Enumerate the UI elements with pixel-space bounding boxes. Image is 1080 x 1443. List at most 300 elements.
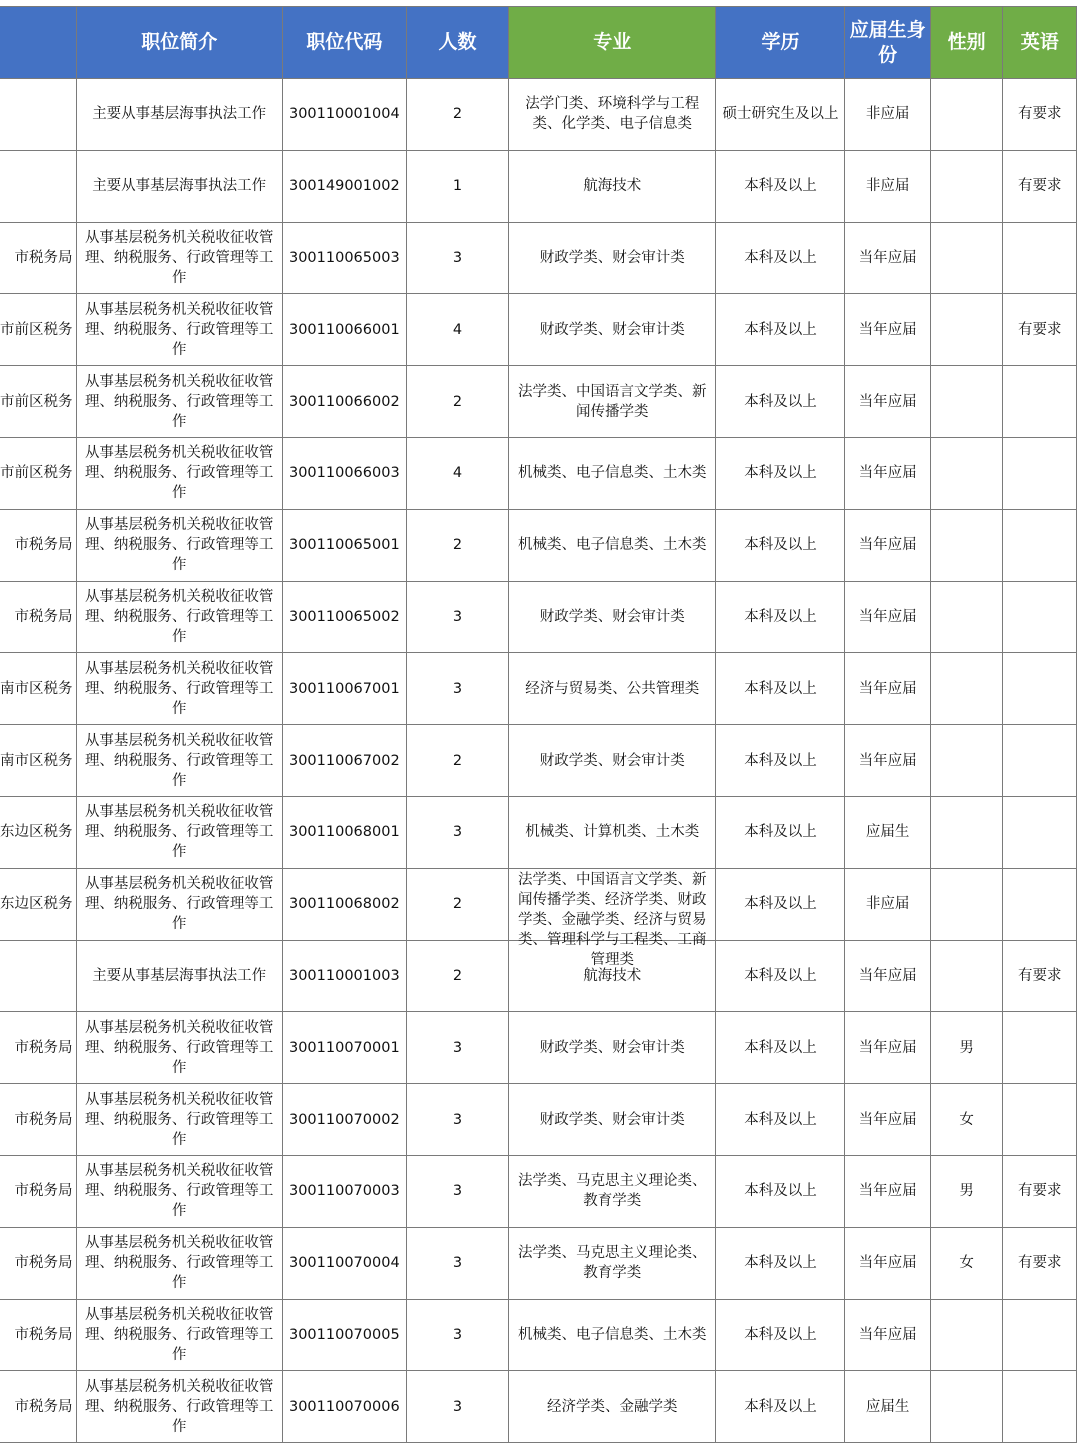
gender-cell-text: 女 <box>959 1255 974 1272</box>
major-cell-text: 法学类、中国语言文学类、新闻传播学类 <box>518 383 707 420</box>
education-cell <box>716 366 845 438</box>
intro-cell <box>76 940 282 1012</box>
major-cell <box>509 1012 716 1084</box>
table-row <box>0 1299 1077 1371</box>
intro-cell-text: 从事基层税务机关税收征收管理、纳税服务、行政管理等工作 <box>84 1091 274 1148</box>
count-cell <box>406 796 508 868</box>
intro-cell <box>76 79 282 151</box>
graduate-status-cell-text: 非应届 <box>865 106 910 123</box>
unit-cell-text: 市税务局 <box>14 1398 73 1415</box>
intro-cell-text: 从事基层税务机关税收征收管理、纳税服务、行政管理等工作 <box>84 1019 274 1076</box>
major-cell-text: 法学类、马克思主义理论类、教育学类 <box>518 1245 707 1282</box>
graduate-status-cell <box>845 437 930 509</box>
english-cell <box>1003 437 1077 509</box>
graduate-status-cell <box>845 796 930 868</box>
intro-cell-text: 从事基层税务机关税收征收管理、纳税服务、行政管理等工作 <box>84 732 274 789</box>
education-cell <box>716 1012 845 1084</box>
intro-cell-text: 从事基层税务机关税收征收管理、纳税服务、行政管理等工作 <box>84 876 274 933</box>
gender-cell <box>930 1012 1003 1084</box>
count-cell <box>406 653 508 725</box>
english-cell <box>1003 1012 1077 1084</box>
unit-cell <box>0 437 76 509</box>
major-cell-text: 经济学类、金融学类 <box>547 1398 678 1415</box>
unit-cell <box>0 1371 76 1443</box>
header-count: 人数 <box>406 7 508 79</box>
major-cell-text: 机械类、电子信息类、土木类 <box>518 537 707 554</box>
code-cell <box>282 1371 406 1443</box>
english-cell <box>1003 1155 1077 1227</box>
education-cell <box>716 294 845 366</box>
intro-cell <box>76 796 282 868</box>
header-education: 学历 <box>716 7 845 79</box>
gender-cell <box>930 294 1003 366</box>
english-cell <box>1003 940 1077 1012</box>
header-major: 专业 <box>509 7 716 79</box>
unit-cell-text: 东边区税务 <box>0 896 73 913</box>
education-cell <box>716 509 845 581</box>
major-cell-text: 财政学类、财会审计类 <box>539 249 685 266</box>
education-cell-text: 本科及以上 <box>744 1111 817 1128</box>
education-cell-text: 本科及以上 <box>744 393 817 410</box>
education-cell-text: 本科及以上 <box>744 608 817 625</box>
count-cell <box>406 725 508 797</box>
code-cell <box>282 1155 406 1227</box>
table-row <box>0 1155 1077 1227</box>
graduate-status-cell-text: 当年应届 <box>858 1039 917 1056</box>
count-cell-text: 3 <box>452 1326 463 1343</box>
unit-cell <box>0 222 76 294</box>
english-cell-text: 有要求 <box>1017 178 1062 195</box>
code-cell-text: 300110070004 <box>288 1255 400 1272</box>
english-cell-text: 有要求 <box>1017 1183 1062 1200</box>
header-unit <box>0 7 76 79</box>
count-cell <box>406 437 508 509</box>
table-row <box>0 1371 1077 1443</box>
count-cell <box>406 294 508 366</box>
count-cell <box>406 1299 508 1371</box>
table-row <box>0 437 1077 509</box>
table-row <box>0 509 1077 581</box>
count-cell <box>406 868 508 940</box>
table-body <box>0 79 1077 1443</box>
education-cell <box>716 437 845 509</box>
table-row <box>0 222 1077 294</box>
graduate-status-cell-text: 当年应届 <box>858 1183 917 1200</box>
code-cell <box>282 1084 406 1156</box>
education-cell-text: 本科及以上 <box>744 1039 817 1056</box>
unit-cell-text: 市税务局 <box>14 1255 73 1272</box>
code-cell <box>282 1299 406 1371</box>
table-row <box>0 150 1077 222</box>
education-cell <box>716 868 845 940</box>
gender-cell-text: 女 <box>959 1111 974 1128</box>
count-cell-text: 2 <box>452 752 463 769</box>
code-cell <box>282 1012 406 1084</box>
english-cell <box>1003 725 1077 797</box>
code-cell <box>282 796 406 868</box>
unit-cell <box>0 509 76 581</box>
header-gender: 性别 <box>930 7 1003 79</box>
major-cell-text: 财政学类、财会审计类 <box>539 321 685 338</box>
table-row <box>0 1084 1077 1156</box>
education-cell-text: 本科及以上 <box>744 896 817 913</box>
unit-cell <box>0 79 76 151</box>
code-cell-text: 300110068002 <box>288 896 400 913</box>
count-cell <box>406 1012 508 1084</box>
english-cell-text: 有要求 <box>1017 967 1062 984</box>
header-english: 英语 <box>1003 7 1077 79</box>
unit-cell-text: 南市区税务 <box>0 752 73 769</box>
intro-cell <box>76 581 282 653</box>
count-cell-text: 3 <box>452 1039 463 1056</box>
graduate-status-cell <box>845 725 930 797</box>
education-cell-text: 本科及以上 <box>744 178 817 195</box>
intro-cell-text: 从事基层税务机关税收征收管理、纳税服务、行政管理等工作 <box>84 373 274 430</box>
intro-cell-text: 从事基层税务机关税收征收管理、纳税服务、行政管理等工作 <box>84 804 274 861</box>
intro-cell <box>76 653 282 725</box>
intro-cell <box>76 1012 282 1084</box>
count-cell-text: 3 <box>452 608 463 625</box>
gender-cell <box>930 868 1003 940</box>
code-cell <box>282 581 406 653</box>
count-cell-text: 3 <box>452 1398 463 1415</box>
graduate-status-cell-text: 当年应届 <box>858 1326 917 1343</box>
unit-cell <box>0 1084 76 1156</box>
positions-table <box>0 6 1077 1443</box>
unit-cell-text: 南市区税务 <box>0 680 73 697</box>
education-cell <box>716 581 845 653</box>
major-cell <box>509 509 716 581</box>
major-cell <box>509 1084 716 1156</box>
gender-cell <box>930 1155 1003 1227</box>
graduate-status-cell <box>845 940 930 1012</box>
graduate-status-cell <box>845 294 930 366</box>
english-cell <box>1003 1227 1077 1299</box>
graduate-status-cell <box>845 1155 930 1227</box>
unit-cell <box>0 581 76 653</box>
intro-cell-text: 从事基层税务机关税收征收管理、纳税服务、行政管理等工作 <box>84 660 274 717</box>
graduate-status-cell <box>845 366 930 438</box>
intro-cell-text: 主要从事基层海事执法工作 <box>92 967 267 984</box>
intro-cell <box>76 1155 282 1227</box>
count-cell-text: 2 <box>452 106 463 123</box>
count-cell <box>406 1084 508 1156</box>
count-cell-text: 3 <box>452 680 463 697</box>
intro-cell <box>76 1371 282 1443</box>
count-cell-text: 4 <box>452 465 463 482</box>
code-cell-text: 300110067002 <box>288 752 400 769</box>
code-cell <box>282 366 406 438</box>
major-cell <box>509 150 716 222</box>
english-cell <box>1003 509 1077 581</box>
english-cell-text: 有要求 <box>1017 106 1062 123</box>
graduate-status-cell-text: 当年应届 <box>858 752 917 769</box>
education-cell-text: 本科及以上 <box>744 465 817 482</box>
gender-cell <box>930 940 1003 1012</box>
graduate-status-cell-text: 当年应届 <box>858 608 917 625</box>
english-cell <box>1003 653 1077 725</box>
table-row <box>0 1012 1077 1084</box>
table-row <box>0 868 1077 940</box>
unit-cell-text: 市前区税务 <box>0 465 73 482</box>
unit-cell-text: 市税务局 <box>14 608 73 625</box>
count-cell-text: 2 <box>452 896 463 913</box>
graduate-status-cell-text: 当年应届 <box>858 537 917 554</box>
english-cell <box>1003 581 1077 653</box>
count-cell-text: 3 <box>452 249 463 266</box>
gender-cell <box>930 509 1003 581</box>
graduate-status-cell-text: 当年应届 <box>858 1111 917 1128</box>
english-cell-text: 有要求 <box>1017 321 1062 338</box>
count-cell <box>406 150 508 222</box>
education-cell <box>716 150 845 222</box>
gender-cell <box>930 222 1003 294</box>
count-cell <box>406 940 508 1012</box>
graduate-status-cell-text: 当年应届 <box>858 465 917 482</box>
code-cell-text: 300110065003 <box>288 249 400 266</box>
major-cell-text: 法学类、中国语言文学类、新闻传播学类、经济学类、财政学类、金融学类、经济与贸易类、管理科学与工程类、工商管理类 <box>518 872 707 969</box>
english-cell <box>1003 150 1077 222</box>
intro-cell <box>76 150 282 222</box>
code-cell <box>282 653 406 725</box>
gender-cell <box>930 1227 1003 1299</box>
english-cell <box>1003 366 1077 438</box>
intro-cell-text: 从事基层税务机关税收征收管理、纳税服务、行政管理等工作 <box>84 1378 274 1435</box>
count-cell <box>406 79 508 151</box>
intro-cell <box>76 1299 282 1371</box>
code-cell <box>282 437 406 509</box>
gender-cell <box>930 437 1003 509</box>
header-graduate-status: 应届生身份 <box>845 7 930 79</box>
graduate-status-cell-text: 当年应届 <box>858 249 917 266</box>
intro-cell <box>76 725 282 797</box>
major-cell-text: 经济与贸易类、公共管理类 <box>525 680 700 697</box>
code-cell <box>282 1227 406 1299</box>
major-cell <box>509 725 716 797</box>
count-cell <box>406 1155 508 1227</box>
unit-cell <box>0 653 76 725</box>
table-row <box>0 796 1077 868</box>
code-cell <box>282 725 406 797</box>
intro-cell-text: 从事基层税务机关税收征收管理、纳税服务、行政管理等工作 <box>84 301 274 358</box>
intro-cell <box>76 222 282 294</box>
table-row <box>0 653 1077 725</box>
major-cell-text: 财政学类、财会审计类 <box>539 1039 685 1056</box>
major-cell-text: 法学门类、环境科学与工程类、化学类、电子信息类 <box>525 96 700 133</box>
major-cell-text: 财政学类、财会审计类 <box>539 1111 685 1128</box>
header-row <box>0 7 1077 79</box>
table-row <box>0 581 1077 653</box>
education-cell <box>716 796 845 868</box>
english-cell <box>1003 796 1077 868</box>
code-cell-text: 300110068001 <box>288 824 400 841</box>
graduate-status-cell-text: 当年应届 <box>858 321 917 338</box>
major-cell-text: 法学类、马克思主义理论类、教育学类 <box>518 1173 707 1210</box>
graduate-status-cell <box>845 1084 930 1156</box>
major-cell <box>509 437 716 509</box>
intro-cell-text: 从事基层税务机关税收征收管理、纳税服务、行政管理等工作 <box>84 229 274 286</box>
count-cell-text: 2 <box>452 967 463 984</box>
major-cell-text: 财政学类、财会审计类 <box>539 752 685 769</box>
intro-cell-text: 从事基层税务机关税收征收管理、纳税服务、行政管理等工作 <box>84 588 274 645</box>
intro-cell-text: 主要从事基层海事执法工作 <box>92 178 267 195</box>
code-cell-text: 300110066001 <box>288 321 400 338</box>
education-cell <box>716 940 845 1012</box>
count-cell <box>406 1227 508 1299</box>
gender-cell <box>930 150 1003 222</box>
english-cell <box>1003 222 1077 294</box>
major-cell-text: 航海技术 <box>583 967 642 984</box>
code-cell <box>282 222 406 294</box>
intro-cell-text: 从事基层税务机关税收征收管理、纳税服务、行政管理等工作 <box>84 517 274 574</box>
gender-cell <box>930 1084 1003 1156</box>
unit-cell <box>0 1299 76 1371</box>
english-cell <box>1003 1299 1077 1371</box>
major-cell-text: 财政学类、财会审计类 <box>539 608 685 625</box>
education-cell <box>716 1227 845 1299</box>
graduate-status-cell-text: 非应届 <box>865 178 910 195</box>
gender-cell <box>930 796 1003 868</box>
unit-cell <box>0 868 76 940</box>
table-row <box>0 294 1077 366</box>
count-cell-text: 2 <box>452 537 463 554</box>
intro-cell-text: 从事基层税务机关税收征收管理、纳税服务、行政管理等工作 <box>84 1306 274 1363</box>
header-intro: 职位简介 <box>76 7 282 79</box>
count-cell-text: 3 <box>452 1183 463 1200</box>
major-cell-text: 机械类、电子信息类、土木类 <box>518 1326 707 1343</box>
code-cell <box>282 294 406 366</box>
unit-cell-text: 市前区税务 <box>0 393 73 410</box>
graduate-status-cell <box>845 222 930 294</box>
education-cell-text: 本科及以上 <box>744 824 817 841</box>
graduate-status-cell <box>845 1371 930 1443</box>
graduate-status-cell-text: 非应届 <box>865 896 910 913</box>
unit-cell <box>0 725 76 797</box>
unit-cell <box>0 1012 76 1084</box>
code-cell <box>282 79 406 151</box>
intro-cell <box>76 437 282 509</box>
graduate-status-cell <box>845 509 930 581</box>
major-cell <box>509 581 716 653</box>
code-cell-text: 300110001003 <box>288 967 400 984</box>
english-cell <box>1003 294 1077 366</box>
count-cell-text: 3 <box>452 1255 463 1272</box>
intro-cell <box>76 509 282 581</box>
code-cell-text: 300110065001 <box>288 537 400 554</box>
code-cell-text: 300110070005 <box>288 1326 400 1343</box>
education-cell-text: 本科及以上 <box>744 321 817 338</box>
count-cell <box>406 222 508 294</box>
english-cell <box>1003 868 1077 940</box>
graduate-status-cell-text: 当年应届 <box>858 1255 917 1272</box>
education-cell-text: 本科及以上 <box>744 1326 817 1343</box>
count-cell-text: 4 <box>452 321 463 338</box>
intro-cell <box>76 1227 282 1299</box>
code-cell-text: 300149001002 <box>288 178 400 195</box>
major-cell <box>509 796 716 868</box>
graduate-status-cell-text: 当年应届 <box>858 967 917 984</box>
table-row <box>0 79 1077 151</box>
major-cell <box>509 294 716 366</box>
table-row <box>0 940 1077 1012</box>
gender-cell <box>930 1299 1003 1371</box>
count-cell-text: 3 <box>452 824 463 841</box>
major-cell <box>509 366 716 438</box>
unit-cell-text: 市税务局 <box>14 1326 73 1343</box>
unit-cell-text: 市税务局 <box>14 1039 73 1056</box>
gender-cell <box>930 1371 1003 1443</box>
graduate-status-cell <box>845 868 930 940</box>
english-cell <box>1003 1371 1077 1443</box>
major-cell <box>509 1299 716 1371</box>
english-cell-text: 有要求 <box>1017 1255 1062 1272</box>
graduate-status-cell <box>845 79 930 151</box>
code-cell-text: 300110070001 <box>288 1039 400 1056</box>
graduate-status-cell <box>845 581 930 653</box>
code-cell-text: 300110066002 <box>288 393 400 410</box>
graduate-status-cell <box>845 1299 930 1371</box>
education-cell-text: 本科及以上 <box>744 752 817 769</box>
unit-cell <box>0 1227 76 1299</box>
gender-cell <box>930 79 1003 151</box>
code-cell-text: 300110070003 <box>288 1183 400 1200</box>
major-cell <box>509 1155 716 1227</box>
education-cell <box>716 1371 845 1443</box>
unit-cell <box>0 294 76 366</box>
gender-cell <box>930 725 1003 797</box>
major-cell-text: 机械类、电子信息类、土木类 <box>518 465 707 482</box>
major-cell <box>509 79 716 151</box>
major-cell <box>509 868 716 969</box>
count-cell <box>406 1371 508 1443</box>
gender-cell <box>930 653 1003 725</box>
code-cell-text: 300110066003 <box>288 465 400 482</box>
code-cell <box>282 940 406 1012</box>
education-cell <box>716 79 845 151</box>
unit-cell <box>0 150 76 222</box>
table-row <box>0 1227 1077 1299</box>
major-cell <box>509 1371 716 1443</box>
code-cell-text: 300110070002 <box>288 1111 400 1128</box>
gender-cell <box>930 581 1003 653</box>
header-code: 职位代码 <box>282 7 406 79</box>
unit-cell-text: 市税务局 <box>14 537 73 554</box>
count-cell <box>406 366 508 438</box>
unit-cell-text: 市税务局 <box>14 249 73 266</box>
graduate-status-cell-text: 当年应届 <box>858 393 917 410</box>
major-cell <box>509 1227 716 1299</box>
education-cell <box>716 1155 845 1227</box>
education-cell <box>716 1299 845 1371</box>
education-cell-text: 本科及以上 <box>744 1183 817 1200</box>
major-cell-text: 机械类、计算机类、土木类 <box>525 824 700 841</box>
code-cell <box>282 150 406 222</box>
graduate-status-cell-text: 当年应届 <box>858 680 917 697</box>
education-cell-text: 本科及以上 <box>744 249 817 266</box>
code-cell-text: 300110001004 <box>288 106 400 123</box>
education-cell <box>716 725 845 797</box>
count-cell <box>406 509 508 581</box>
english-cell <box>1003 79 1077 151</box>
intro-cell <box>76 1084 282 1156</box>
table-row <box>0 725 1077 797</box>
education-cell-text: 本科及以上 <box>744 680 817 697</box>
graduate-status-cell <box>845 653 930 725</box>
code-cell-text: 300110067001 <box>288 680 400 697</box>
intro-cell-text: 从事基层税务机关税收征收管理、纳税服务、行政管理等工作 <box>84 1163 274 1220</box>
education-cell <box>716 653 845 725</box>
education-cell-text: 本科及以上 <box>744 537 817 554</box>
